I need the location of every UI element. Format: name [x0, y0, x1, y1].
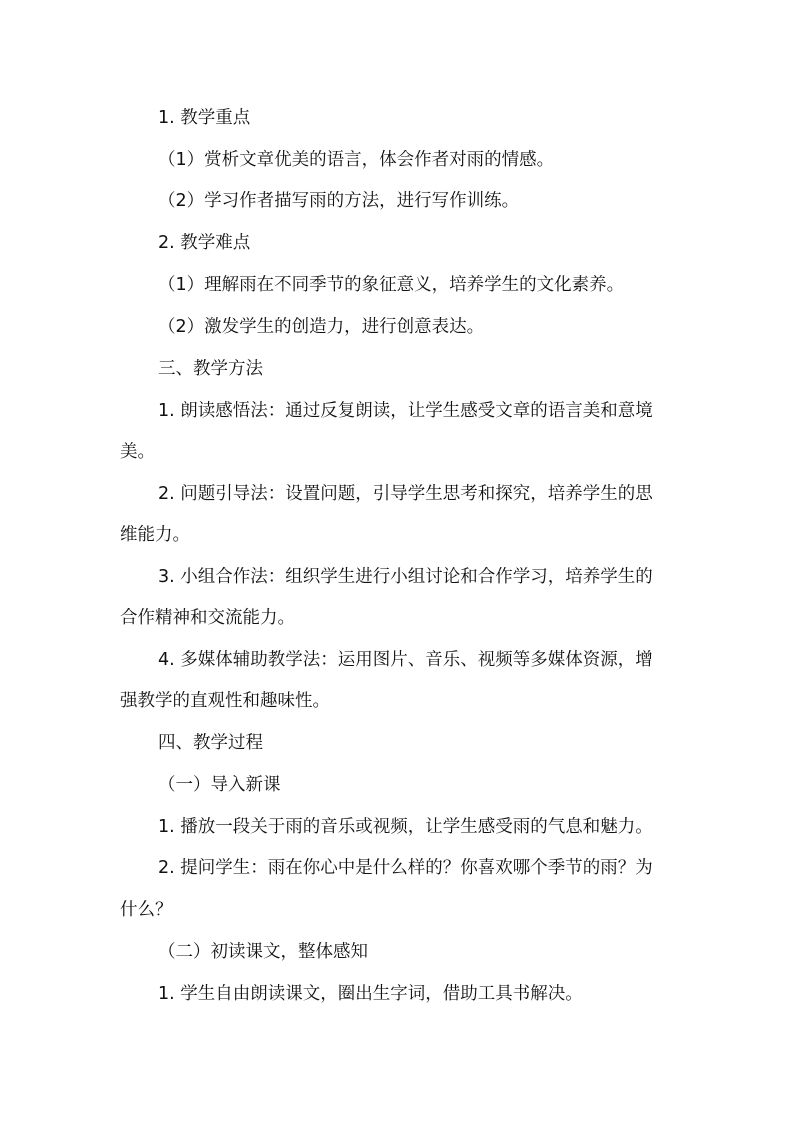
intro-item-2-line-2: 什么？: [120, 900, 173, 920]
heading-teaching-focus: 1. 教学重点: [158, 108, 251, 128]
method-4-line-2: 强教学的直观性和趣味性。: [120, 691, 330, 711]
method-3-line-1: 3. 小组合作法：组织学生进行小组讨论和合作学习，培养学生的: [158, 567, 653, 587]
subheading-intro: （一）导入新课: [158, 775, 281, 795]
difficulty-item-2: （2）激发学生的创造力，进行创意表达。: [158, 317, 485, 337]
method-2-line-2: 维能力。: [120, 525, 190, 545]
focus-item-2: （2）学习作者描写雨的方法，进行写作训练。: [158, 191, 520, 211]
subheading-first-reading: （二）初读课文，整体感知: [158, 942, 368, 962]
intro-item-2-line-1: 2. 提问学生：雨在你心中是什么样的？你喜欢哪个季节的雨？为: [158, 858, 653, 878]
reading-item-1: 1. 学生自由朗读课文，圈出生字词，借助工具书解决。: [158, 984, 583, 1004]
focus-item-1: （1）赏析文章优美的语言，体会作者对雨的情感。: [158, 150, 555, 170]
method-1-line-2: 美。: [120, 442, 155, 462]
section-heading-methods: 三、教学方法: [158, 359, 263, 379]
method-1-line-1: 1. 朗读感悟法：通过反复朗读，让学生感受文章的语言美和意境: [158, 401, 653, 421]
intro-item-1: 1. 播放一段关于雨的音乐或视频，让学生感受雨的气息和魅力。: [158, 817, 653, 837]
method-3-line-2: 合作精神和交流能力。: [120, 608, 295, 628]
method-4-line-1: 4. 多媒体辅助教学法：运用图片、音乐、视频等多媒体资源，增: [158, 650, 653, 670]
heading-teaching-difficulty: 2. 教学难点: [158, 233, 251, 253]
difficulty-item-1: （1）理解雨在不同季节的象征意义，培养学生的文化素养。: [158, 275, 625, 295]
section-heading-process: 四、教学过程: [158, 733, 263, 753]
method-2-line-1: 2. 问题引导法：设置问题，引导学生思考和探究，培养学生的思: [158, 484, 653, 504]
